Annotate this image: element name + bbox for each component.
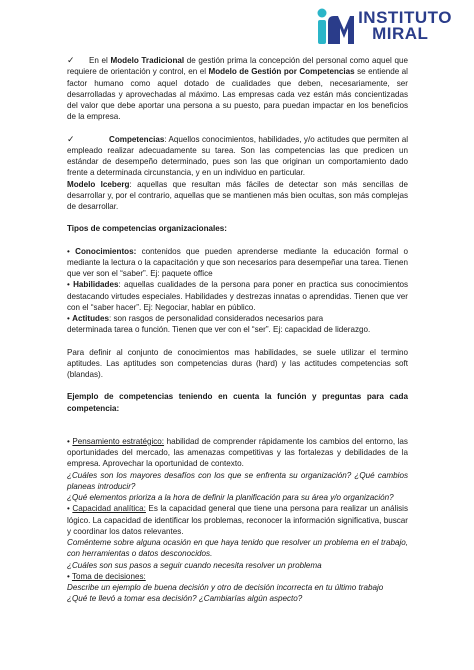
question-text: ¿Qué elementos prioriza a la hora de definir la planificación para su área y/o organización?	[67, 493, 394, 502]
paragraph-modelo-tradicional: ✓ En el Modelo Tradicional de gestión prima la concepción del personal como aquel que requiere de orientación y control, en el Modelo de Gestión por Competencias se entiende al factor humano como aquel dotado de cualidades que deben, necesariamente, ser desarrolladas y aprovechadas al máximo. Las empresas cada vez están más concientizadas del valor que debe aportar una persona a su puesto, para puedan impactar en los beneficios de la empresa.	[67, 55, 408, 122]
paragraph-modelo-iceberg: Modelo Iceberg: aquellas que resultan más fáciles de detectar son más sencillas de desarrollar y, por el contrario, aquellas que se mantienen más bien ocultas, son más complejas de desarrollar.	[67, 179, 408, 211]
logo-line1: INSTITUTO	[358, 8, 452, 27]
logo-mark-icon	[314, 6, 354, 46]
paragraph-aptitudes: Para definir al conjunto de conocimientos mas habilidades, se suele utilizar el termino aptitudes. Las aptitudes son competencias duras (hard) y las actitudes competencias soft (blandas).	[67, 347, 408, 379]
list-item-capacidad-analitica: • Capacidad analítica: Es la capacidad general que tiene una persona para realizar un análisis lógico. La capacidad de identificar los problemas, reconocer la información significativa, buscar y coordinar los datos relevantes.	[67, 504, 409, 536]
bullet-icon: •	[67, 280, 70, 290]
question-text: ¿Cuáles son los mayores desafíos con los que se enfrenta su organización? ¿Qué cambios planeas introducir?	[67, 470, 408, 491]
bullet-icon: •	[67, 314, 70, 323]
list-item-pensamiento-estrategico: • Pensamiento estratégico: habilidad de comprender rápidamente los cambios del entorno, las oportunidades del mercado, las amenazas competitivas y las fortalezas y debilidades de la empresa. Aprovechar la oportunidad de contexto.	[67, 436, 408, 469]
bullet-icon: •	[67, 246, 70, 256]
institute-logo	[314, 6, 452, 46]
heading-tipos-competencias: Tipos de competencias organizacionales:	[67, 224, 227, 234]
heading-ejemplo-competencias: Ejemplo de competencias teniendo en cuenta la función y preguntas para cada competencia:	[67, 392, 408, 413]
question-text: Describe un ejemplo de buena decisión y otro de decisión incorrecta en tu último trabajo	[67, 583, 384, 592]
bullet-icon: •	[67, 436, 70, 446]
list-item-toma-decisiones: • Toma de decisiones:	[67, 571, 146, 581]
paragraph-competencias: ✓ Competencias: Aquellos conocimientos, habilidades, y/o actitudes que permiten al empleado realizar adecuadamente su tarea. Son las competencias las que predicen un estándar de desempeño determinado, pues son las que originan un comportamiento dado frente a determinada circunstancia, y en un individuo en particular.	[67, 133, 408, 178]
bullet-icon: •	[67, 504, 70, 514]
list-item-actitudes: • Actitudes: son rasgos de personalidad considerados necesarios para determinada tarea o función. Tienen que ver con el “ser”. Ej: capacidad de liderazgo.	[67, 314, 371, 335]
question-text: ¿Cuáles son sus pasos a seguir cuando necesita resolver un problema	[67, 560, 322, 570]
logo-line2: MIRAL	[372, 24, 429, 43]
checkmark-icon: ✓	[67, 133, 75, 144]
bullet-icon: •	[67, 571, 70, 581]
document-body	[67, 55, 408, 605]
list-item-conocimientos: • Conocimientos: contenidos que pueden aprenderse mediante la educación formal o mediante la lectura o la capacitación y que son necesarios para desempeñar una tarea. Tienen que ver son el “saber”. Ej: paquete office	[67, 246, 408, 278]
question-text: ¿Qué te llevó a tomar esa decisión? ¿Cambiarías algún aspecto?	[67, 594, 303, 604]
question-text: Coménteme sobre alguna ocasión en que haya tenido que resolver un problema en el trabajo, con herramientas o datos desconocidos.	[67, 538, 408, 559]
list-item-habilidades: • Habilidades: aquellas cualidades de la persona para poner en practica sus conocimientos destacando virtudes especiales. Habilidades y destrezas innatas o aprendidas. Tienen que ver con el “saber hacer”. Ej: Negociar, hablar en público.	[67, 280, 408, 312]
checkmark-icon: ✓	[67, 55, 75, 65]
